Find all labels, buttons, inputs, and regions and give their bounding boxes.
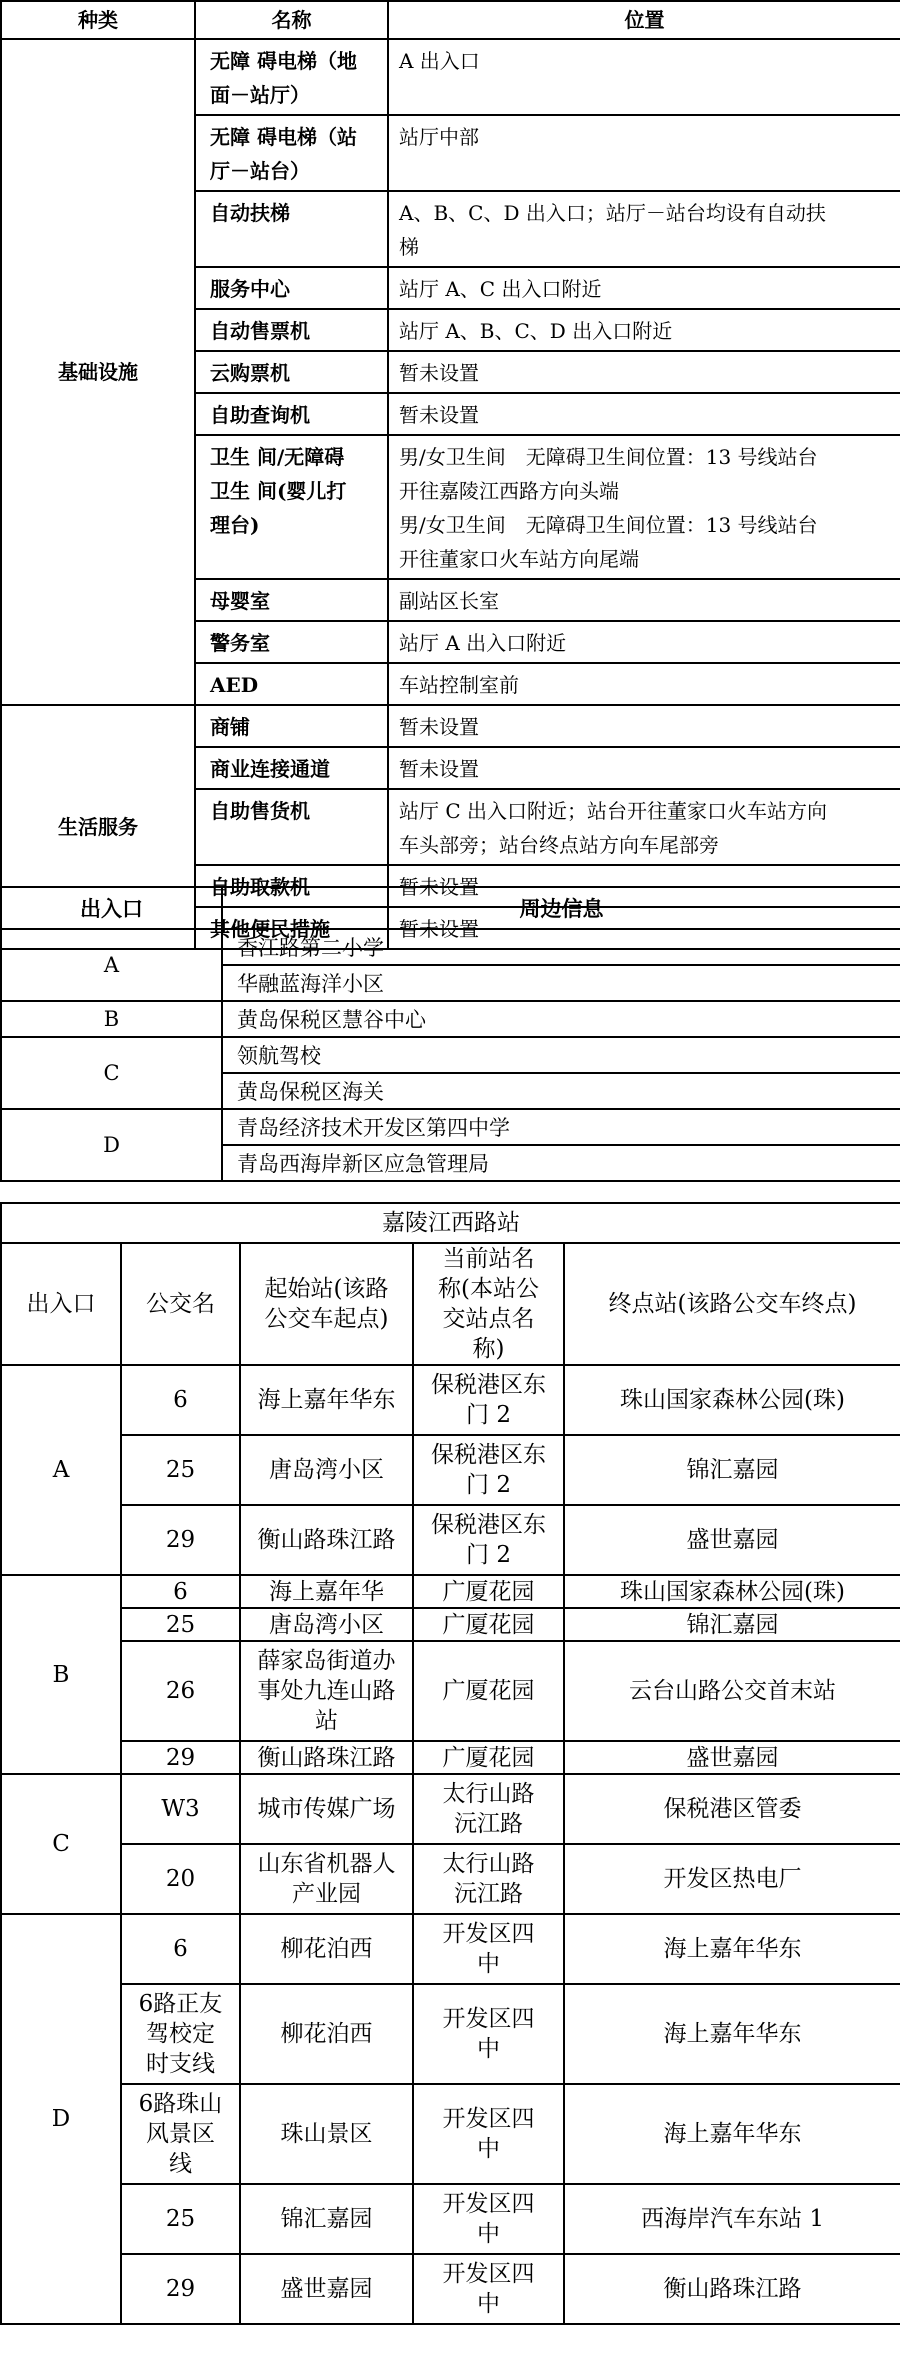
bus-row bbox=[1, 1914, 900, 1984]
text-line: 衡山路珠江路 bbox=[257, 1527, 396, 1553]
text-line: 时支线 bbox=[146, 2051, 215, 2077]
bus-terminal bbox=[564, 1365, 900, 1435]
surrounding-entrance: D bbox=[1, 1109, 222, 1181]
text-line: 警务室 bbox=[210, 631, 270, 655]
surrounding-row bbox=[1, 929, 900, 965]
bus-bus bbox=[121, 2184, 240, 2254]
bus-current bbox=[413, 1575, 564, 1608]
text-line: 站厅 A 出入口附近 bbox=[399, 631, 567, 655]
text-line: 暂未设置 bbox=[399, 917, 479, 941]
bus-start bbox=[240, 1741, 413, 1774]
surroundings-table bbox=[0, 886, 900, 1182]
bus-row bbox=[1, 1505, 900, 1575]
facility-location bbox=[388, 747, 900, 789]
bus-row bbox=[1, 1741, 900, 1774]
bus-entrance: A bbox=[1, 1365, 121, 1575]
text-line: 门 2 bbox=[466, 1402, 511, 1428]
bus-row bbox=[1, 1641, 900, 1741]
bus-current bbox=[413, 1984, 564, 2084]
header-info: 周边信息 bbox=[222, 887, 900, 929]
bus-bus bbox=[121, 1435, 240, 1505]
bus-row bbox=[1, 1844, 900, 1914]
facility-location bbox=[388, 191, 900, 267]
text-line: 开发区四 bbox=[442, 2191, 535, 2217]
bus-start bbox=[240, 2084, 413, 2184]
bus-body bbox=[1, 1203, 900, 2324]
facility-category: 基础设施 bbox=[1, 39, 195, 705]
header-name: 名称 bbox=[195, 1, 388, 39]
bus-current bbox=[413, 1641, 564, 1741]
text-line: 站 bbox=[315, 1708, 338, 1734]
text-line: 风景区 bbox=[146, 2121, 215, 2147]
text-line: 其他便民措施 bbox=[210, 917, 330, 941]
text-line: 海上嘉年华东 bbox=[663, 2021, 802, 2047]
text-line: 珠山国家森林公园(珠) bbox=[620, 1387, 845, 1413]
bus-current bbox=[413, 1365, 564, 1435]
bus-terminal bbox=[564, 1505, 900, 1575]
text-line: 开发区热电厂 bbox=[663, 1866, 802, 1892]
facility-row bbox=[1, 39, 900, 115]
bus-bus bbox=[121, 1575, 240, 1608]
text-line: 保税港区东 bbox=[431, 1442, 546, 1468]
text-line: 门 2 bbox=[466, 1542, 511, 1568]
bus-bus bbox=[121, 1741, 240, 1774]
text-line: 开发区四 bbox=[442, 1921, 535, 1947]
bus-bus bbox=[121, 1608, 240, 1641]
bus-terminal bbox=[564, 2184, 900, 2254]
bus-terminal bbox=[564, 1608, 900, 1641]
text-line: 自动扶梯 bbox=[210, 201, 290, 225]
bus-current bbox=[413, 1505, 564, 1575]
text-line: 自助售货机 bbox=[210, 799, 310, 823]
text-line: W3 bbox=[161, 1796, 200, 1822]
text-line: 称) bbox=[472, 1336, 505, 1362]
text-line: 6 bbox=[173, 1387, 188, 1413]
text-line: 云台山路公交首末站 bbox=[629, 1678, 836, 1704]
bus-row bbox=[1, 1365, 900, 1435]
text-line: 终点站(该路公交车终点) bbox=[608, 1291, 857, 1317]
bus-bus bbox=[121, 1365, 240, 1435]
bus-current bbox=[413, 1774, 564, 1844]
bus-start bbox=[240, 1984, 413, 2084]
text-line: 起始站(该路 bbox=[264, 1276, 389, 1302]
header-category: 种类 bbox=[1, 1, 195, 39]
bus-row bbox=[1, 1575, 900, 1608]
text-line: 面－站厅） bbox=[210, 83, 310, 107]
facility-location bbox=[388, 351, 900, 393]
bus-bus bbox=[121, 2254, 240, 2324]
text-line: 唐岛湾小区 bbox=[269, 1457, 384, 1483]
surrounding-row bbox=[1, 1109, 900, 1145]
text-line: 城市传媒广场 bbox=[257, 1796, 396, 1822]
text-line: 副站区长室 bbox=[399, 589, 499, 613]
text-line: 事处九连山路 bbox=[257, 1678, 396, 1704]
text-line: 暂未设置 bbox=[399, 875, 479, 899]
text-line: 卫生 间/无障碍 bbox=[210, 445, 345, 469]
text-line: 26 bbox=[165, 1678, 196, 1704]
bus-start bbox=[240, 2254, 413, 2324]
text-line: 暂未设置 bbox=[399, 403, 479, 427]
text-line: 服务中心 bbox=[210, 277, 290, 301]
text-line: 商铺 bbox=[210, 715, 250, 739]
bus-table bbox=[0, 1202, 900, 2325]
bus-start bbox=[240, 1641, 413, 1741]
text-line: 山东省机器人 bbox=[257, 1851, 396, 1877]
text-line: 开往董家口火车站方向尾端 bbox=[399, 547, 639, 571]
bus-start bbox=[240, 1435, 413, 1505]
facility-location bbox=[388, 621, 900, 663]
text-line: 中 bbox=[477, 2291, 500, 2317]
facility-location bbox=[388, 309, 900, 351]
text-line: 中 bbox=[477, 2036, 500, 2062]
facilities-table bbox=[0, 0, 900, 950]
text-line: 衡山路珠江路 bbox=[257, 1744, 396, 1771]
facilities-header-row bbox=[1, 1, 900, 39]
text-line: 29 bbox=[165, 2276, 196, 2302]
text-line: 25 bbox=[165, 1457, 196, 1483]
text-line: 商业连接通道 bbox=[210, 757, 330, 781]
text-line: 海上嘉年华东 bbox=[663, 1936, 802, 1962]
bus-terminal bbox=[564, 1435, 900, 1505]
bus-bus bbox=[121, 1914, 240, 1984]
bus-header-bus bbox=[121, 1243, 240, 1365]
station-title: 嘉陵江西路站 bbox=[1, 1203, 900, 1243]
text-line: 中 bbox=[477, 2221, 500, 2247]
bus-header-current bbox=[413, 1243, 564, 1365]
text-line: 卫生 间(婴儿打 bbox=[210, 479, 347, 503]
text-line: 柳花泊西 bbox=[280, 2021, 373, 2047]
text-line: 称(本站公 bbox=[438, 1276, 539, 1302]
surrounding-entrance: A bbox=[1, 929, 222, 1001]
text-line: 保税港区东 bbox=[431, 1512, 546, 1538]
bus-bus bbox=[121, 1774, 240, 1844]
surrounding-info: 青岛西海岸新区应急管理局 bbox=[222, 1145, 900, 1181]
surrounding-info: 青岛经济技术开发区第四中学 bbox=[222, 1109, 900, 1145]
text-line: 保税港区东 bbox=[431, 1372, 546, 1398]
text-line: 公交车起点) bbox=[264, 1306, 389, 1332]
bus-terminal bbox=[564, 2254, 900, 2324]
facility-location bbox=[388, 579, 900, 621]
facility-name bbox=[195, 393, 388, 435]
text-line: 自助取款机 bbox=[210, 875, 310, 899]
text-line: 梯 bbox=[399, 235, 419, 259]
bus-header-entrance bbox=[1, 1243, 121, 1365]
text-line: A、B、C、D 出入口；站厅－站台均设有自动扶 bbox=[399, 201, 826, 225]
text-line: 开发区四 bbox=[442, 2106, 535, 2132]
bus-bus bbox=[121, 1641, 240, 1741]
surroundings-header-row bbox=[1, 887, 900, 929]
facility-name bbox=[195, 663, 388, 705]
text-line: 门 2 bbox=[466, 1472, 511, 1498]
text-line: 海上嘉年华东 bbox=[257, 1387, 396, 1413]
text-line: AED bbox=[210, 673, 259, 697]
facility-location bbox=[388, 705, 900, 747]
bus-current bbox=[413, 2084, 564, 2184]
facility-row bbox=[1, 705, 900, 747]
bus-header-terminal bbox=[564, 1243, 900, 1365]
bus-current bbox=[413, 1435, 564, 1505]
text-line: 广厦花园 bbox=[442, 1744, 535, 1771]
bus-start bbox=[240, 1575, 413, 1608]
facilities-body bbox=[1, 39, 900, 949]
text-line: 线 bbox=[169, 2151, 192, 2177]
facility-location bbox=[388, 663, 900, 705]
facility-location bbox=[388, 393, 900, 435]
bus-bus bbox=[121, 1844, 240, 1914]
text-line: 柳花泊西 bbox=[280, 1936, 373, 1962]
text-line: 云购票机 bbox=[210, 361, 290, 385]
facility-name bbox=[195, 579, 388, 621]
text-line: 西海岸汽车东站 1 bbox=[641, 2206, 824, 2232]
facility-name bbox=[195, 435, 388, 579]
bus-title-row bbox=[1, 1203, 900, 1243]
text-line: 海上嘉年华东 bbox=[663, 2121, 802, 2147]
bus-current bbox=[413, 2184, 564, 2254]
facility-name bbox=[195, 351, 388, 393]
text-line: 交站点名 bbox=[442, 1306, 535, 1332]
text-line: 薛家岛街道办 bbox=[257, 1648, 396, 1674]
bus-start bbox=[240, 2184, 413, 2254]
text-line: 暂未设置 bbox=[399, 715, 479, 739]
text-line: 站厅 C 出入口附近；站台开往董家口火车站方向 bbox=[399, 799, 828, 823]
surrounding-info: 华融蓝海洋小区 bbox=[222, 965, 900, 1001]
text-line: 驾校定 bbox=[146, 2021, 215, 2047]
bus-start bbox=[240, 1365, 413, 1435]
bus-start bbox=[240, 1505, 413, 1575]
text-line: 沅江路 bbox=[454, 1811, 523, 1837]
facility-category: 生活服务 bbox=[1, 705, 195, 949]
text-line: A 出入口 bbox=[399, 49, 480, 73]
bus-row bbox=[1, 1608, 900, 1641]
facility-location bbox=[388, 39, 900, 115]
facility-name bbox=[195, 747, 388, 789]
bus-row bbox=[1, 1984, 900, 2084]
text-line: 中 bbox=[477, 1951, 500, 1977]
facility-name bbox=[195, 309, 388, 351]
text-line: 厅－站台） bbox=[210, 159, 310, 183]
surrounding-info: 领航驾校 bbox=[222, 1037, 900, 1073]
header-location: 位置 bbox=[388, 1, 900, 39]
bus-row bbox=[1, 2254, 900, 2324]
text-line: 无障 碍电梯（站 bbox=[210, 125, 357, 149]
text-line: 男/女卫生间 无障碍卫生间位置：13 号线站台 bbox=[399, 445, 818, 469]
text-line: 理台) bbox=[210, 513, 260, 537]
text-line: 锦汇嘉园 bbox=[686, 1457, 779, 1483]
surroundings-body bbox=[1, 929, 900, 1181]
text-line: 6路正友 bbox=[138, 1991, 223, 2017]
facility-name bbox=[195, 621, 388, 663]
bus-terminal bbox=[564, 1914, 900, 1984]
facility-name bbox=[195, 705, 388, 747]
bus-terminal bbox=[564, 2084, 900, 2184]
text-line: 暂未设置 bbox=[399, 757, 479, 781]
bus-start bbox=[240, 1774, 413, 1844]
text-line: 衡山路珠江路 bbox=[663, 2276, 802, 2302]
text-line: 站厅中部 bbox=[399, 125, 479, 149]
bus-current bbox=[413, 1608, 564, 1641]
bus-terminal bbox=[564, 1774, 900, 1844]
facility-name bbox=[195, 39, 388, 115]
bus-entrance: C bbox=[1, 1774, 121, 1914]
text-line: 车站控制室前 bbox=[399, 673, 519, 697]
bus-start bbox=[240, 1608, 413, 1641]
bus-terminal bbox=[564, 1984, 900, 2084]
text-line: 25 bbox=[165, 2206, 196, 2232]
bus-terminal bbox=[564, 1575, 900, 1608]
text-line: 29 bbox=[165, 1527, 196, 1553]
text-line: 盛世嘉园 bbox=[686, 1744, 779, 1771]
surrounding-entrance: C bbox=[1, 1037, 222, 1109]
text-line: 站厅 A、B、C、D 出入口附近 bbox=[399, 319, 673, 343]
text-line: 沅江路 bbox=[454, 1881, 523, 1907]
text-line: 6 bbox=[173, 1578, 188, 1605]
text-line: 公交名 bbox=[146, 1291, 215, 1317]
bus-current bbox=[413, 1844, 564, 1914]
surrounding-info: 香江路第二小学 bbox=[222, 929, 900, 965]
text-line: 出入口 bbox=[26, 1291, 96, 1317]
text-line: 6 bbox=[173, 1936, 188, 1962]
text-line: 唐岛湾小区 bbox=[269, 1611, 384, 1638]
text-line: 珠山景区 bbox=[280, 2121, 373, 2147]
facility-location bbox=[388, 267, 900, 309]
bus-start bbox=[240, 1914, 413, 1984]
text-line: 暂未设置 bbox=[399, 361, 479, 385]
bus-entrance: B bbox=[1, 1575, 121, 1774]
bus-row bbox=[1, 1774, 900, 1844]
facility-name bbox=[195, 115, 388, 191]
text-line: 盛世嘉园 bbox=[280, 2276, 373, 2302]
facility-location bbox=[388, 435, 900, 579]
bus-header-row bbox=[1, 1243, 900, 1365]
text-line: 广厦花园 bbox=[442, 1611, 535, 1638]
facility-location bbox=[388, 115, 900, 191]
bus-bus bbox=[121, 1984, 240, 2084]
text-line: 开发区四 bbox=[442, 2261, 535, 2287]
text-line: 产业园 bbox=[292, 1881, 361, 1907]
text-line: 广厦花园 bbox=[442, 1578, 535, 1605]
text-line: 锦汇嘉园 bbox=[280, 2206, 373, 2232]
bus-terminal bbox=[564, 1844, 900, 1914]
text-line: 站厅 A、C 出入口附近 bbox=[399, 277, 602, 301]
bus-row bbox=[1, 2084, 900, 2184]
bus-row bbox=[1, 2184, 900, 2254]
text-line: 锦汇嘉园 bbox=[686, 1611, 779, 1638]
bus-terminal bbox=[564, 1741, 900, 1774]
bus-terminal bbox=[564, 1641, 900, 1741]
text-line: 车头部旁；站台终点站方向车尾部旁 bbox=[399, 833, 719, 857]
bus-bus bbox=[121, 1505, 240, 1575]
text-line: 6路珠山 bbox=[138, 2091, 223, 2117]
text-line: 太行山路 bbox=[442, 1781, 535, 1807]
text-line: 中 bbox=[477, 2136, 500, 2162]
text-line: 男/女卫生间 无障碍卫生间位置：13 号线站台 bbox=[399, 513, 818, 537]
facility-name bbox=[195, 191, 388, 267]
text-line: 珠山国家森林公园(珠) bbox=[620, 1578, 845, 1605]
text-line: 开发区四 bbox=[442, 2006, 535, 2032]
text-line: 自动售票机 bbox=[210, 319, 310, 343]
bus-current bbox=[413, 1741, 564, 1774]
surrounding-info: 黄岛保税区海关 bbox=[222, 1073, 900, 1109]
text-line: 盛世嘉园 bbox=[686, 1527, 779, 1553]
facility-name bbox=[195, 267, 388, 309]
surrounding-entrance: B bbox=[1, 1001, 222, 1037]
surrounding-row bbox=[1, 1001, 900, 1037]
surrounding-row bbox=[1, 1037, 900, 1073]
text-line: 海上嘉年华 bbox=[269, 1578, 384, 1605]
bus-start bbox=[240, 1844, 413, 1914]
facility-location bbox=[388, 789, 900, 865]
bus-current bbox=[413, 1914, 564, 1984]
text-line: 当前站名 bbox=[442, 1246, 535, 1272]
text-line: 自助查询机 bbox=[210, 403, 310, 427]
bus-row bbox=[1, 1435, 900, 1505]
header-entrance: 出入口 bbox=[1, 887, 222, 929]
surrounding-info: 黄岛保税区慧谷中心 bbox=[222, 1001, 900, 1037]
text-line: 25 bbox=[165, 1611, 196, 1638]
bus-entrance: D bbox=[1, 1914, 121, 2324]
bus-current bbox=[413, 2254, 564, 2324]
text-line: 太行山路 bbox=[442, 1851, 535, 1877]
text-line: 广厦花园 bbox=[442, 1678, 535, 1704]
bus-header-start bbox=[240, 1243, 413, 1365]
facility-name bbox=[195, 789, 388, 865]
text-line: 开往嘉陵江西路方向头端 bbox=[399, 479, 619, 503]
bus-bus bbox=[121, 2084, 240, 2184]
text-line: 保税港区管委 bbox=[663, 1796, 802, 1822]
text-line: 20 bbox=[165, 1866, 196, 1892]
text-line: 29 bbox=[165, 1744, 196, 1771]
text-line: 母婴室 bbox=[210, 589, 270, 613]
text-line: 无障 碍电梯（地 bbox=[210, 49, 357, 73]
